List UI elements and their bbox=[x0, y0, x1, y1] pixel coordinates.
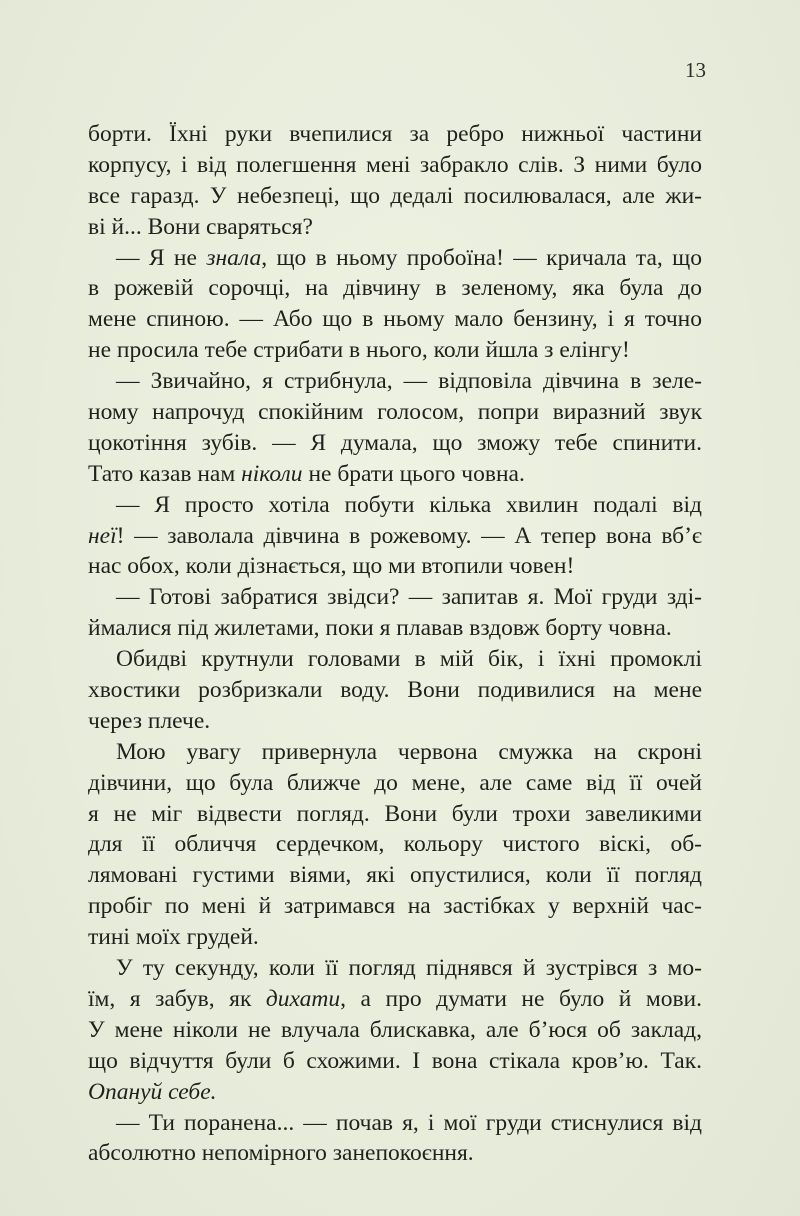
text-line: мене спиною. — Або що в ньому мало бензину, і я точно bbox=[88, 306, 702, 333]
text-line: в рожевій сорочці, на дівчину в зеленому, яка була до bbox=[88, 275, 702, 302]
text-line: я не міг відвести погляд. Вони були трохи завеликими bbox=[88, 800, 702, 827]
text-line bbox=[88, 459, 702, 490]
text-run: — Я не bbox=[116, 244, 207, 271]
text-line: — Я просто хотіла побути кілька хвилин подалі від bbox=[116, 491, 702, 518]
text-line: борти. Їхні руки вчепилися за ребро нижньої частини bbox=[88, 121, 702, 147]
text-line: хвостики розбризкали воду. Вони подивилися на мене bbox=[88, 677, 702, 704]
text-line: що відчуття були б схожими. І вона стікала кров’ю. Так. bbox=[88, 1047, 702, 1074]
page-number: 13 bbox=[685, 58, 706, 82]
text-line: Мою увагу привернула червона смужка на скроні bbox=[116, 738, 702, 765]
text-line: — Ти поранена... — почав я, і мої груди стиснулися від bbox=[116, 1109, 702, 1136]
text-run: їм, я забув, як bbox=[88, 985, 266, 1012]
text-line: Обидві крутнули головами в мій бік, і їхні промоклі bbox=[116, 646, 702, 673]
text-line: не просила тебе стрибати в нього, коли йшла з елінгу! bbox=[88, 337, 630, 364]
text-line bbox=[88, 1077, 702, 1108]
text-line: цокотіння зубів. — Я думала, що зможу тебе спинити. bbox=[88, 429, 702, 456]
text-line: ному напрочуд спокійним голосом, попри виразний звук bbox=[88, 399, 702, 426]
text-run: Тато казав нам bbox=[88, 460, 242, 487]
text-line: лямовані густими віями, які опустилися, коли її погляд bbox=[88, 862, 702, 889]
italic-text-run: ніколи bbox=[241, 460, 303, 487]
text-line: через плече. bbox=[88, 707, 211, 734]
text-line bbox=[88, 243, 702, 274]
text-run: не брати цього човна. bbox=[302, 460, 525, 487]
text-run: , що в ньому пробоїна! — кричала та, що bbox=[261, 244, 702, 271]
text-line: У мене ніколи не влучала блискавка, але б’юся об заклад, bbox=[88, 1016, 702, 1043]
text-line: У ту секунду, коли її погляд піднявся й зустрівся з мо- bbox=[116, 955, 702, 982]
text-line: ймалися під жилетами, поки я плавав вздовж борту човна. bbox=[88, 615, 672, 642]
text-run: , а про думати не було й мови. bbox=[340, 985, 702, 1012]
italic-text-run: дихати bbox=[265, 985, 341, 1012]
body-text bbox=[88, 119, 702, 1169]
text-line: тині моїх грудей. bbox=[88, 924, 259, 951]
text-line: все гаразд. У небезпеці, що дедалі посилювалася, але жи- bbox=[88, 182, 702, 209]
text-line: корпусу, і від полегшення мені забракло слів. З ними було bbox=[88, 151, 702, 178]
text-line: — Готові забратися звідси? — запитав я. Мої груди зді- bbox=[116, 584, 702, 611]
text-line: — Звичайно, я стрибнула, — відповіла дівчина в зеле- bbox=[116, 368, 702, 395]
italic-text-run: неї bbox=[88, 522, 117, 549]
text-line: абсолютно непомірного занепокоєння. bbox=[88, 1140, 474, 1167]
text-line: ві й... Вони сваряться? bbox=[88, 213, 313, 240]
text-line: нас обох, коли дізнається, що ми втопили човен! bbox=[88, 553, 575, 580]
text-line: дівчини, що була ближче до мене, але саме від її очей bbox=[88, 769, 702, 796]
text-run: ! — заволала дівчина в рожевому. — А тепер вона вб’є bbox=[116, 522, 702, 549]
italic-text-run: Опануй себе. bbox=[88, 1078, 217, 1105]
text-line bbox=[88, 984, 702, 1015]
text-line: для її обличчя сердечком, кольору чистого віскі, об- bbox=[88, 831, 702, 858]
italic-text-run: знала bbox=[206, 244, 262, 271]
text-line bbox=[88, 521, 702, 552]
text-line: пробіг по мені й затримався на застібках у верхній час- bbox=[88, 893, 702, 920]
